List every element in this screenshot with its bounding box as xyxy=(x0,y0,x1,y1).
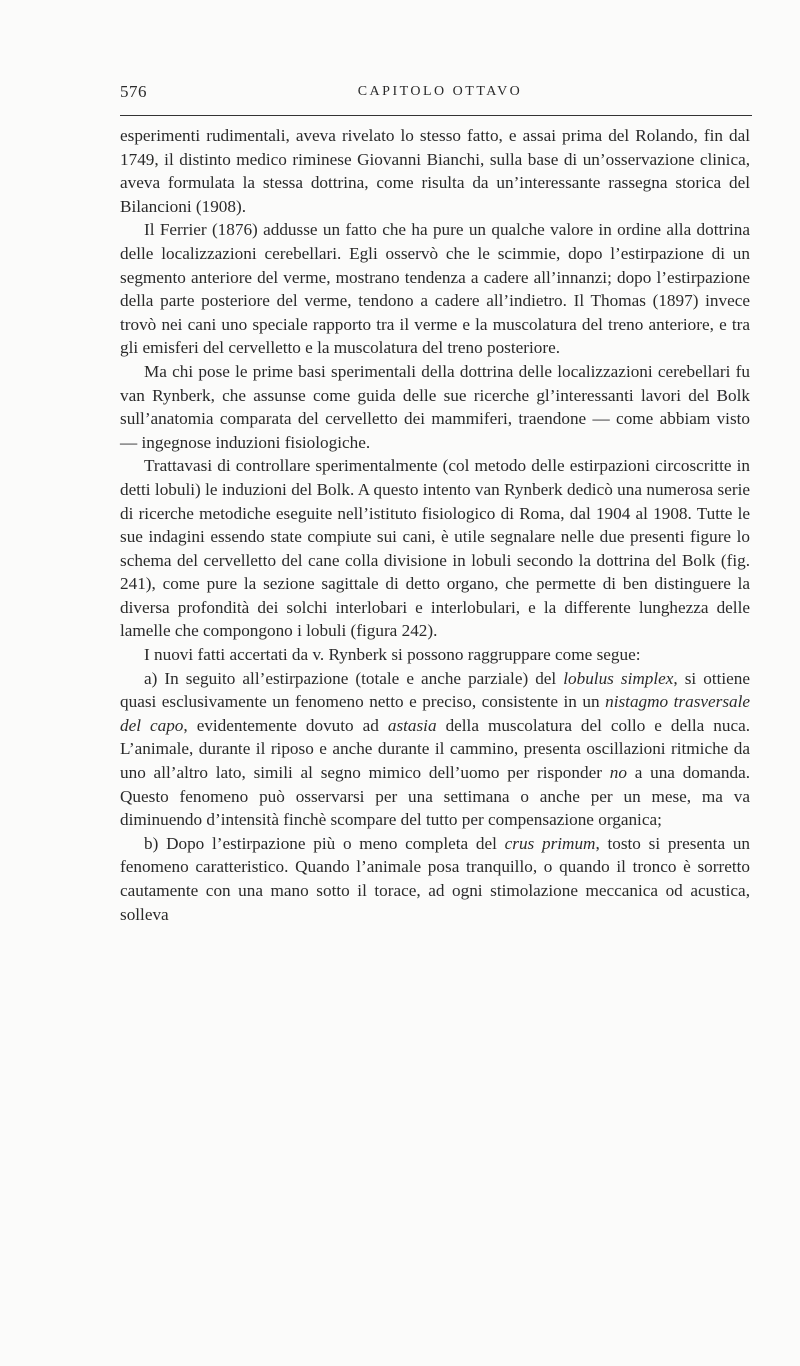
item-a-label: a) xyxy=(144,668,158,688)
item-a-text-1: In seguito all’estirpazione (totale e anche parziale) del xyxy=(164,668,557,688)
paragraph-item-a xyxy=(120,667,750,832)
paragraph-item-b xyxy=(120,832,750,926)
item-a-text-5: a una domanda. Questo fenomeno può osservarsi per una settimana o anche per un mese, ma va diminuendo d’intensità finchè scompare del tutto per compensazione organica; xyxy=(120,763,751,830)
item-b-text-2: , tosto si presenta un fenomeno caratteristico. Quando l’animale posa tranquillo, o quando il tronco è sorretto cautamente con una mano sotto il torace, ad ogni stimolazione meccanica od acustica, solleva xyxy=(120,833,751,924)
term-no: no xyxy=(609,763,627,783)
term-astasia: astasia xyxy=(387,715,437,735)
page-number: 576 xyxy=(120,82,147,101)
body-text xyxy=(120,124,750,926)
term-nistagmo: nistagmo trasversale del capo xyxy=(120,692,751,735)
item-a-text-3: , evidentemente dovuto ad xyxy=(183,715,379,735)
item-b-label: b) xyxy=(144,833,159,853)
paragraph-continuation: esperimenti rudimentali, aveva rivelato lo stesso fatto, e assai prima del Rolando, fin dal 1749, il distinto medico riminese Giovanni Bianchi, sulla base di un’osservazione clinica, aveva formulata la stessa dottrina, come risulta da un’interessante rassegna storica del Bilancioni (1908). xyxy=(120,126,750,216)
paragraph-ferrier: Il Ferrier (1876) addusse un fatto che ha pure un qualche valore in ordine alla dottrina delle localizzazioni cerebellari. Egli osservò che le scimmie, dopo l’estirpazione di un segmento anteriore del verme, mostrano tendenza a cadere all’innanzi; dopo l’estirpazione della parte posteriore del verme, tendono a cadere all’indietro. Il Thomas (1897) invece trovò nei cani uno speciale rapporto tra il verme e la muscolatura del treno anteriore, e tra gli emisferi del cervelletto e la muscolatura del treno posteriore. xyxy=(120,220,750,358)
paragraph-bolk-induzioni: Trattavasi di controllare sperimentalmente (col metodo delle estirpazioni circoscritte in detti lobuli) le induzioni del Bolk. A questo intento van Rynberk dedicò una numerosa serie di ricerche metodiche eseguite nell’istituto fisiologico di Roma, dal 1904 al 1908. Tutte le sue indagini essendo state compiute sui cani, è utile segnalare nelle due presenti figure lo schema del cervelletto del cane colla divisione in lobuli secondo la dottrina del Bolk (fig. 241), come pure la sezione sagittale di detto organo, che permette di ben distinguere la diversa profondità dei solchi interlobari e interlobulari, e la differente lunghezza delle lamelle che compongono i lobuli (figura 242). xyxy=(120,456,750,641)
term-lobulus-simplex: lobulus simplex xyxy=(563,668,674,688)
item-b-text-1: Dopo l’estirpazione più o meno completa del xyxy=(166,833,497,853)
item-a-text-2: , si ottiene quasi esclusivamente un fenomeno netto e preciso, consistente in un xyxy=(120,668,750,712)
header-rule xyxy=(120,115,752,116)
paragraph-rynberk: Ma chi pose le prime basi sperimentali della dottrina delle localizzazioni cerebellari fu van Rynberk, che assunse come guida delle sue ricerche gl’interessanti lavori del Bolk sull’anatomia comparata del cervelletto dei mammiferi, traendone — come abbiam visto — ingegnose induzioni fisiologiche. xyxy=(120,361,750,452)
term-crus-primum: crus primum xyxy=(504,833,596,853)
item-a-text-4: della muscolatura del collo e della nuca. L’animale, durante il riposo e anche durante il cammino, presenta oscillazioni ritmiche da uno all’altro lato, simili al segno mimico dell’uomo per risponder xyxy=(120,715,751,783)
paragraph-nuovi-fatti: I nuovi fatti accertati da v. Rynberk si possono raggruppare come segue: xyxy=(144,645,641,665)
running-head xyxy=(120,82,760,108)
chapter-title: CAPITOLO OTTAVO xyxy=(357,84,523,99)
